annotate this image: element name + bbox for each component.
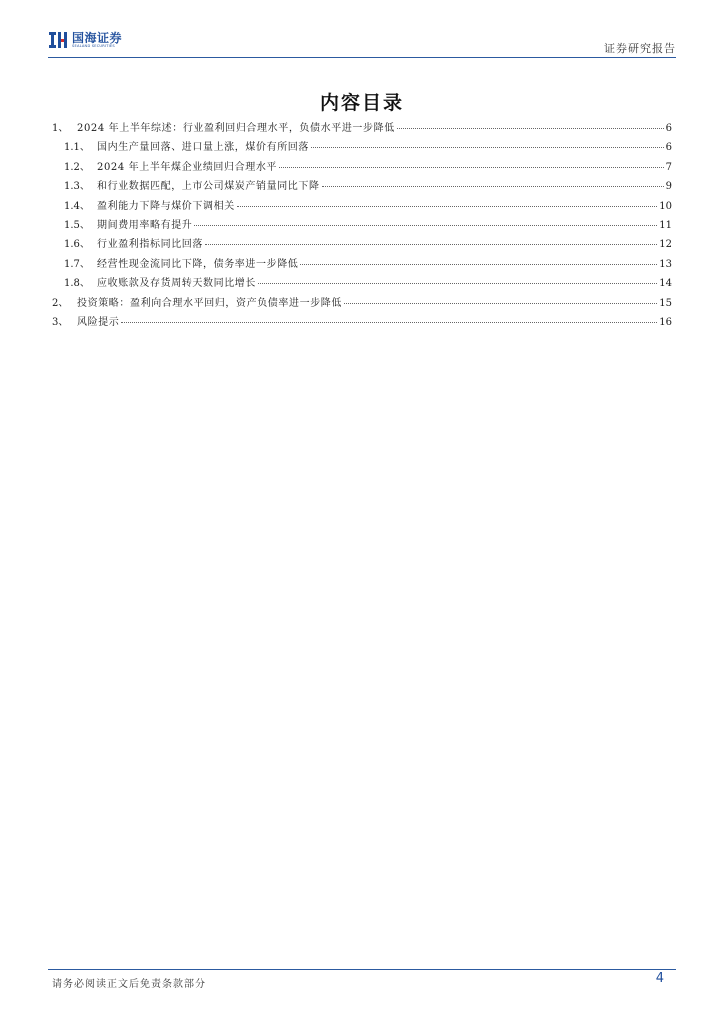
toc-entry-number: 1.6、	[64, 239, 90, 251]
header-divider	[48, 57, 676, 58]
toc-entry-1-6[interactable]	[52, 235, 672, 254]
toc-entry-page: 15	[659, 297, 672, 309]
toc-entry-label: 国内生产量回落、进口量上涨，煤价有所回落	[97, 142, 309, 154]
toc-entry-page: 6	[665, 123, 672, 134]
toc-title: 内容目录	[319, 92, 404, 114]
toc-entry-number: 1.7、	[64, 258, 90, 270]
sealand-logo	[48, 30, 122, 50]
logo-english-name: SEALAND SECURITIES	[72, 43, 115, 48]
dot-leader	[322, 186, 664, 187]
dot-leader	[397, 128, 664, 129]
toc-entry-page: 13	[659, 258, 672, 270]
toc-entry-number: 1.8、	[64, 278, 90, 290]
toc-entry-number: 1.5、	[64, 219, 90, 231]
toc-entry-1-1[interactable]	[52, 138, 672, 157]
toc-entry-label: 期间费用率略有提升	[97, 219, 193, 231]
logo-chinese-name: 国海证券	[72, 30, 123, 45]
page-number: 4	[655, 971, 664, 986]
toc-entry-page: 7	[665, 161, 672, 173]
toc-entry-label: 应收账款及存货周转天数同比增长	[97, 278, 256, 290]
toc-entry-number: 3、	[52, 316, 69, 328]
toc-entry-label: 和行业数据匹配，上市公司煤炭产销量同比下降	[97, 181, 320, 193]
toc-entry-1-5[interactable]	[52, 216, 672, 235]
toc-entry-page: 9	[665, 181, 672, 193]
toc-entry-page: 16	[659, 316, 672, 328]
toc-entry-number: 2、	[52, 297, 69, 309]
dot-leader	[300, 264, 657, 265]
toc-entry-1-4[interactable]	[52, 197, 672, 216]
page-header	[48, 28, 676, 58]
toc-entry-number: 1.3、	[64, 181, 90, 193]
dot-leader	[279, 167, 664, 168]
toc-entry-label: 经营性现金流同比下降，债务率进一步降低	[97, 258, 299, 270]
toc-entry-page: 6	[665, 142, 672, 154]
dot-leader	[258, 283, 657, 284]
dot-leader	[205, 244, 657, 245]
toc-entry-page: 10	[659, 200, 672, 212]
dot-leader	[344, 303, 657, 304]
toc-entry-1-2[interactable]	[52, 158, 672, 177]
toc-entry-number: 1、	[52, 123, 69, 134]
toc-entry-page: 12	[659, 239, 672, 251]
dot-leader	[194, 225, 657, 226]
dot-leader	[237, 206, 657, 207]
toc-entry-number: 1.1、	[64, 142, 90, 154]
toc-entry-3[interactable]	[52, 313, 672, 332]
footer-disclaimer: 请务必阅读正文后免责条款部分	[52, 979, 206, 990]
toc-entry-1-8[interactable]	[52, 274, 672, 293]
dot-leader	[121, 322, 657, 323]
toc-entry-1-3[interactable]	[52, 177, 672, 196]
toc-entry-1[interactable]	[52, 119, 672, 138]
footer-divider	[48, 969, 676, 970]
toc-entry-label: 投资策略：盈利向合理水平回归，资产负债率进一步降低	[77, 297, 342, 309]
toc-entry-number: 1.4、	[64, 200, 90, 212]
toc-entry-page: 14	[659, 278, 672, 290]
toc-entry-label: 行业盈利指标同比回落	[97, 239, 203, 251]
dot-leader	[311, 147, 664, 148]
toc-entry-label: 风险提示	[77, 316, 120, 328]
toc-entry-label: 2024 年上半年综述：行业盈利回归合理水平，负债水平进一步降低	[77, 123, 395, 134]
toc-entry-number: 1.2、	[64, 161, 90, 173]
toc-entry-2[interactable]	[52, 294, 672, 313]
toc-entry-label: 2024 年上半年煤企业绩回归合理水平	[97, 161, 278, 173]
toc-entry-1-7[interactable]	[52, 255, 672, 274]
toc-entry-page: 11	[659, 219, 672, 231]
report-type-label: 证券研究报告	[604, 42, 676, 55]
sealand-logo-icon	[48, 30, 68, 50]
toc-entry-label: 盈利能力下降与煤价下调相关	[97, 200, 235, 212]
table-of-contents	[52, 119, 672, 332]
